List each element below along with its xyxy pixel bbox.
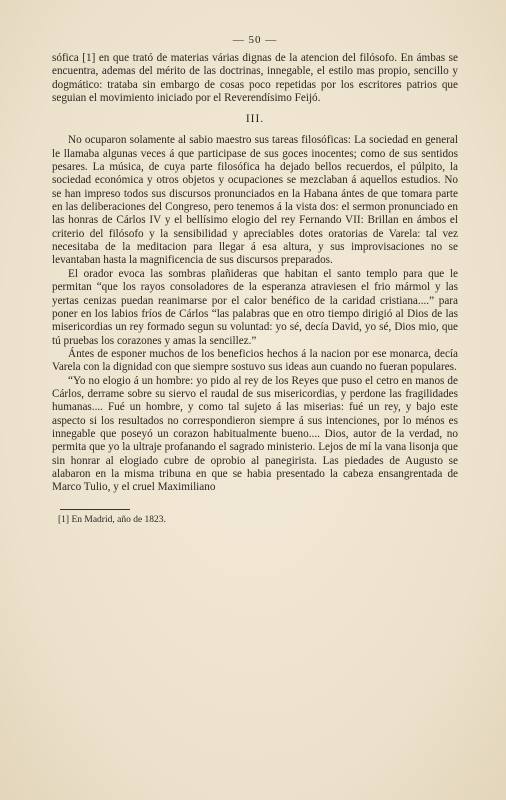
- footnote: [1] En Madrid, año de 1823.: [58, 514, 166, 525]
- page-number: — 50 —: [232, 34, 278, 46]
- body-paragraph-2: El orador evoca las sombras plañideras que habitan el santo templo para que le permitan “que los rayos consoladores de la esperanza atraviesen el frio mármol y las yertas cenizas puedan reanimarse por el calor benéfico de la caridad cristiana....” para poner en los labios fríos de Cárlos “las palabras que en otro tiempo dirigió al Dios de las misericordias un rey formado segun su voluntad: yo sé, decía David, yo sé, Dios mio, que tú pruebas los corazones y amas la sencillez.”: [52, 267, 458, 347]
- footnote-divider: [60, 509, 130, 510]
- body-paragraph-3: Ántes de esponer muchos de los beneficios hechos á la nacion por ese monarca, decía Varela con la dignidad con que siempre sostuvo sus ideas aun cuando no fueran populares.: [52, 347, 458, 374]
- body-paragraph-1: No ocuparon solamente al sabio maestro sus tareas filosóficas: La sociedad en general le llamaba algunas veces á que participase de sus goces inocentes; como de sus sentidos pesares. La música, de cuya parte filosófica ha dejado bellos recuerdos, el púlpito, la sociedad económica y otros objetos y ocupaciones se mezclaban á aquellos estudios. No se han impreso todos sus discursos pronunciados en la Habana ántes de que tomara parte en las deliberaciones del Congreso, pero tenemos á la vista dos: el sermon pronunciado en las honras de Cárlos IV y el bellísimo elogio del rey Fernando VII: Brillan en ámbos el criterio del filósofo y la sensibilidad y apreciables dotes oratorias de Varela: tal vez necesitaba de la meditacion para llegar á esa altura, y sus improvisaciones no se levantaban hasta la magnificencia de sus discursos preparados.: [52, 134, 458, 267]
- intro-paragraph: sófica [1] en que trató de materias várias dignas de la atencion del filósofo. En ámbas se encuentra, ademas del mérito de las doctrinas, innegable, el estilo mas propio, sencillo y dogmático: trataba sin embargo de cosas poco repetidas por los escritores patrios que seguian el movimiento iniciado por el Reverendísimo Feijó.: [52, 52, 458, 105]
- body-paragraph-4: “Yo no elogio á un hombre: yo pido al rey de los Reyes que puso el cetro en manos de Cárlos, derrame sobre su siervo el raudal de sus misericordias, y perdone las fragilidades humanas.... Fué un hombre, y como tal sujeto á las miserias: fué un rey, y bajo este aspecto si los resultados no correspondieron siempre á sus intenciones, por lo ménos es innegable que poseyó un corazon habitualmente bueno.... Dios, autor de la verdad, no permita que yo la ultraje profanando el sagrado ministerio. Lejos de mí la vana lisonja que sin honrar al elogiado cubre de oprobio al panegirista. Las piedades de Augusto se alabaron en la misma tribuna en que se habia presentado la cabeza ensangrentada de Marco Tulio, y el cruel Maximiliano: [52, 374, 458, 494]
- section-heading: III.: [245, 113, 265, 126]
